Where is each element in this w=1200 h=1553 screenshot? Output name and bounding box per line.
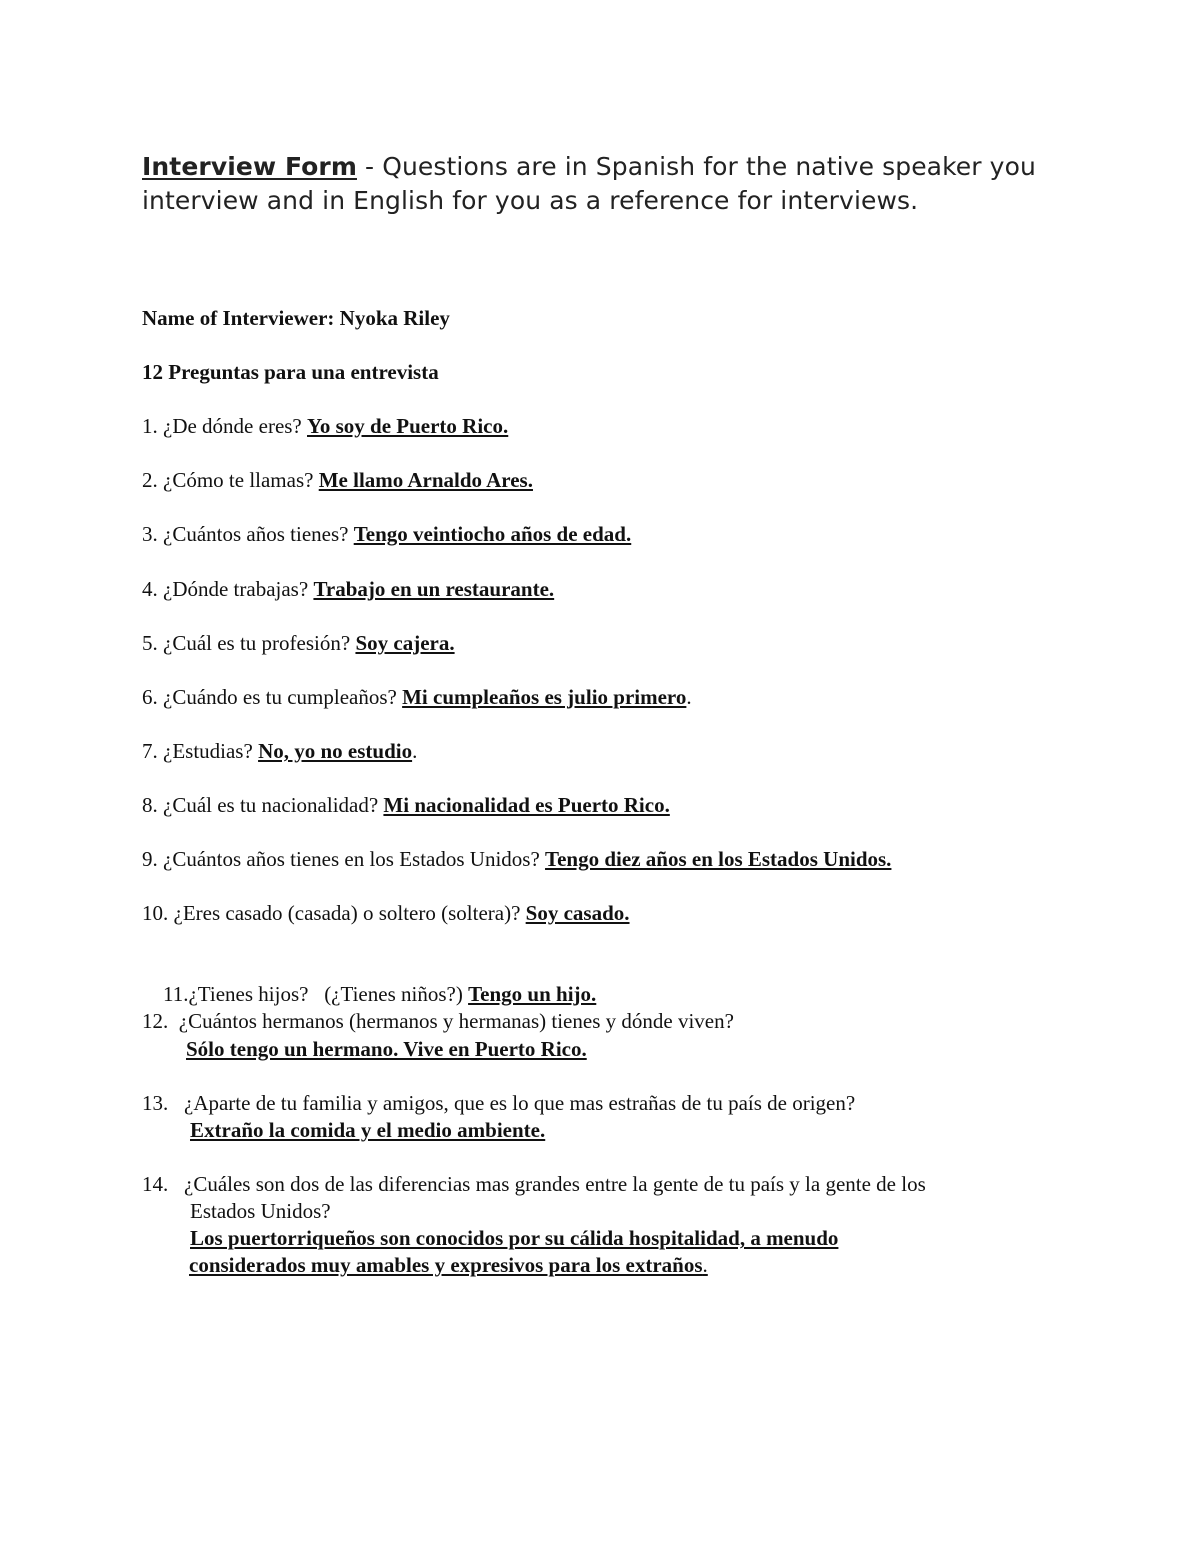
- answer-text: Soy cajera.: [355, 631, 455, 655]
- question-text: 6. ¿Cuándo es tu cumpleaños?: [142, 685, 403, 709]
- answer-14-line-1: Los puertorriqueños son conocidos por su cálida hospitalidad, a menudo: [190, 1226, 839, 1250]
- question-text: 11.¿Tienes hijos? (¿Tienes niños?): [163, 982, 469, 1006]
- answer-tail: .: [412, 739, 418, 763]
- question-10: [142, 900, 1102, 927]
- answer-13: Extraño la comida y el medio ambiente.: [190, 1118, 546, 1142]
- answer-text: No, yo no estudio: [258, 739, 413, 763]
- answer-text: Mi nacionalidad es Puerto Rico.: [383, 793, 670, 817]
- question-12: 12. ¿Cuántos hermanos (hermanos y hermanas) tienes y dónde viven?: [142, 1009, 734, 1033]
- section-title: 12 Preguntas para una entrevista: [142, 360, 439, 384]
- question-3: [142, 521, 1102, 548]
- answer-text: Tengo un hijo.: [468, 982, 597, 1006]
- question-5: [142, 630, 1102, 657]
- question-9: [142, 846, 1102, 873]
- question-text: 7. ¿Estudias?: [142, 739, 259, 763]
- answer-text: Trabajo en un restaurante.: [313, 577, 555, 601]
- answer-text: Tengo diez años en los Estados Unidos.: [545, 847, 892, 871]
- answer-text: Mi cumpleaños es julio primero: [402, 685, 687, 709]
- answer-tail: .: [702, 1253, 708, 1277]
- interviewer-label: Name of Interviewer:: [142, 306, 335, 330]
- question-2: [142, 467, 1102, 494]
- answer-14-line-2: [189, 1252, 1149, 1279]
- form-description: - Questions are in Spanish for the native speaker you interview and in English for you as a reference for interviews.: [142, 152, 1036, 215]
- question-4: [142, 576, 1102, 603]
- question-14: 14. ¿Cuáles son dos de las diferencias mas grandes entre la gente de tu país y la gente de los: [142, 1172, 926, 1196]
- answer-12: Sólo tengo un hermano. Vive en Puerto Rico.: [186, 1037, 587, 1061]
- question-text: 4. ¿Dónde trabajas?: [142, 577, 314, 601]
- answer-text: considerados muy amables y expresivos para los extraños: [189, 1253, 703, 1277]
- answer-text: Yo soy de Puerto Rico.: [307, 414, 509, 438]
- question-text: 3. ¿Cuántos años tienes?: [142, 522, 354, 546]
- form-title: Interview Form: [142, 152, 357, 181]
- question-6: [142, 684, 1102, 711]
- question-1: [142, 413, 1102, 440]
- answer-text: Soy casado.: [525, 901, 630, 925]
- question-8: [142, 792, 1102, 819]
- question-text: 8. ¿Cuál es tu nacionalidad?: [142, 793, 384, 817]
- answer-tail: .: [686, 685, 692, 709]
- question-text: 2. ¿Cómo te llamas?: [142, 468, 319, 492]
- question-7: [142, 738, 1102, 765]
- question-text: 10. ¿Eres casado (casada) o soltero (soltera)?: [142, 901, 526, 925]
- form-heading: [142, 150, 1082, 218]
- answer-text: Tengo veintiocho años de edad.: [353, 522, 632, 546]
- question-13: 13. ¿Aparte de tu familia y amigos, que es lo que mas estrañas de tu país de origen?: [142, 1091, 856, 1115]
- question-text: 1. ¿De dónde eres?: [142, 414, 308, 438]
- question-text: 5. ¿Cuál es tu profesión?: [142, 631, 356, 655]
- question-14-continued: Estados Unidos?: [190, 1199, 331, 1223]
- question-text: 9. ¿Cuántos años tienes en los Estados Unidos?: [142, 847, 546, 871]
- interviewer-name: Nyoka Riley: [334, 306, 450, 330]
- answer-text: Me llamo Arnaldo Ares.: [318, 468, 533, 492]
- interviewer-line: [142, 305, 1102, 332]
